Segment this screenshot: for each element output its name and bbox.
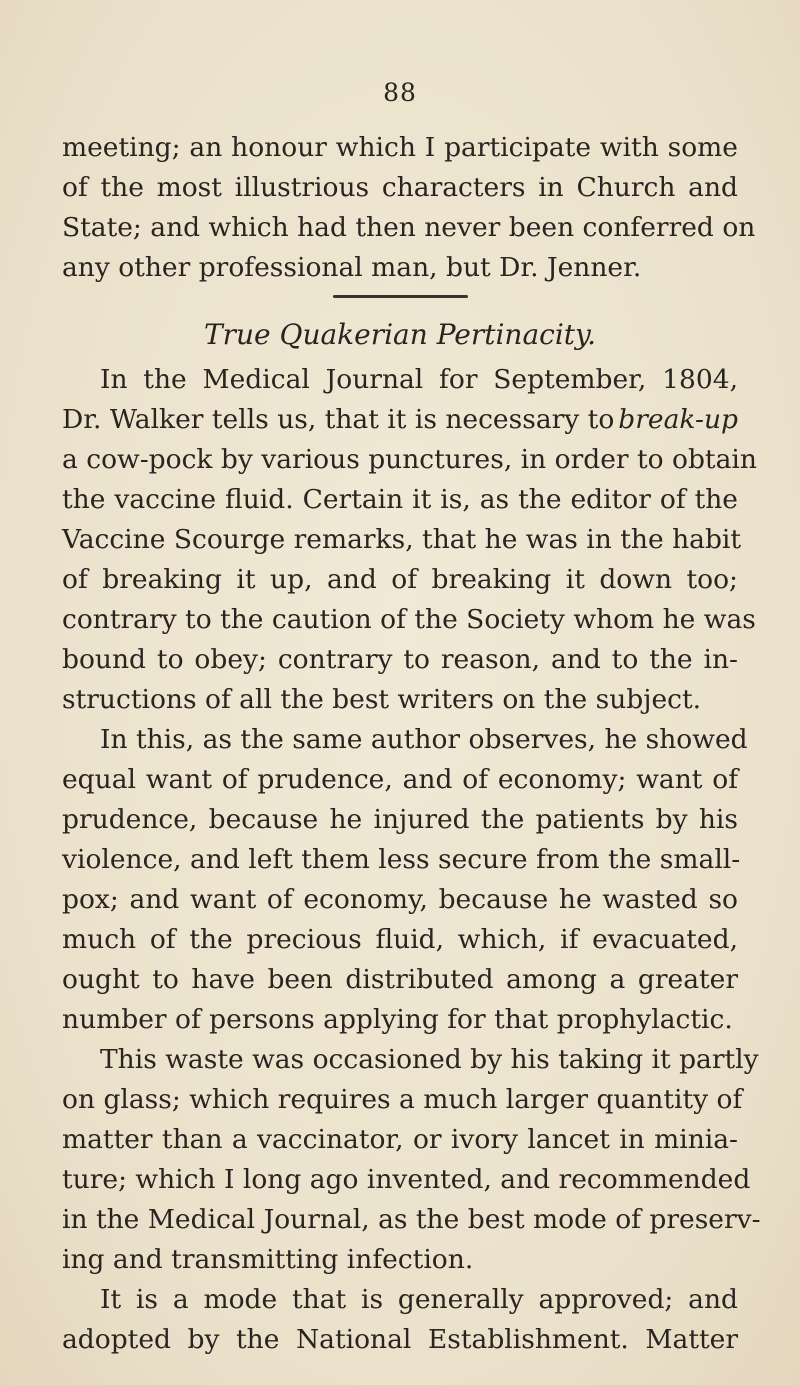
text-line: contrary to the caution of the Society whom he was (62, 604, 756, 635)
text-line: a cow-pock by various punctures, in order to obtain (62, 444, 757, 475)
text-line: prudence, because he injured the patients by his (62, 804, 738, 835)
text-line: This waste was occasioned by his taking it partly (100, 1044, 759, 1075)
text-line: ing and transmitting infection. (62, 1244, 474, 1275)
text-line: on glass; which requires a much larger quantity of (62, 1084, 743, 1115)
text-line: ought to have been distributed among a greater (62, 964, 738, 995)
text-segment: Dr. Walker tells us, that it is necessary to (62, 404, 615, 435)
text-line: bound to obey; contrary to reason, and to the in- (62, 644, 738, 675)
text-line-mixed (62, 400, 738, 440)
text-line: ture; which I long ago invented, and recommended (62, 1164, 751, 1195)
text-line: in the Medical Journal, as the best mode of preserv- (62, 1204, 761, 1235)
text-line: equal want of prudence, and of economy; want of (62, 764, 738, 795)
text-line: State; and which had then never been conferred on (62, 212, 756, 243)
text-line: much of the precious fluid, which, if evacuated, (62, 924, 738, 955)
text-line: number of persons applying for that prophylactic. (62, 1004, 733, 1035)
section-heading: True Quakerian Pertinacity. (203, 318, 597, 351)
text-line: violence, and left them less secure from the small- (62, 844, 741, 875)
text-line: It is a mode that is generally approved; and (100, 1284, 738, 1315)
page-number: 88 (383, 78, 417, 107)
text-line: In the Medical Journal for September, 1804, (100, 364, 738, 395)
text-line: pox; and want of economy, because he wasted so (62, 884, 738, 915)
text-line: meeting; an honour which I participate with some (62, 132, 738, 163)
text-line: of breaking it up, and of breaking it down too; (62, 564, 738, 595)
text-line: any other professional man, but Dr. Jenner. (62, 252, 642, 283)
text-line: adopted by the National Establishment. Matter (62, 1324, 738, 1355)
text-line: Vaccine Scourge remarks, that he was in the habit (62, 524, 742, 555)
text-line: the vaccine fluid. Certain it is, as the editor of the (62, 484, 738, 515)
text-line: matter than a vaccinator, or ivory lancet in minia- (62, 1124, 738, 1155)
text-line: structions of all the best writers on the subject. (62, 684, 702, 715)
section-divider (333, 295, 468, 298)
emphasis-text: break-up (618, 404, 738, 435)
text-line: In this, as the same author observes, he showed (100, 724, 748, 755)
text-line: of the most illustrious characters in Church and (62, 172, 738, 203)
